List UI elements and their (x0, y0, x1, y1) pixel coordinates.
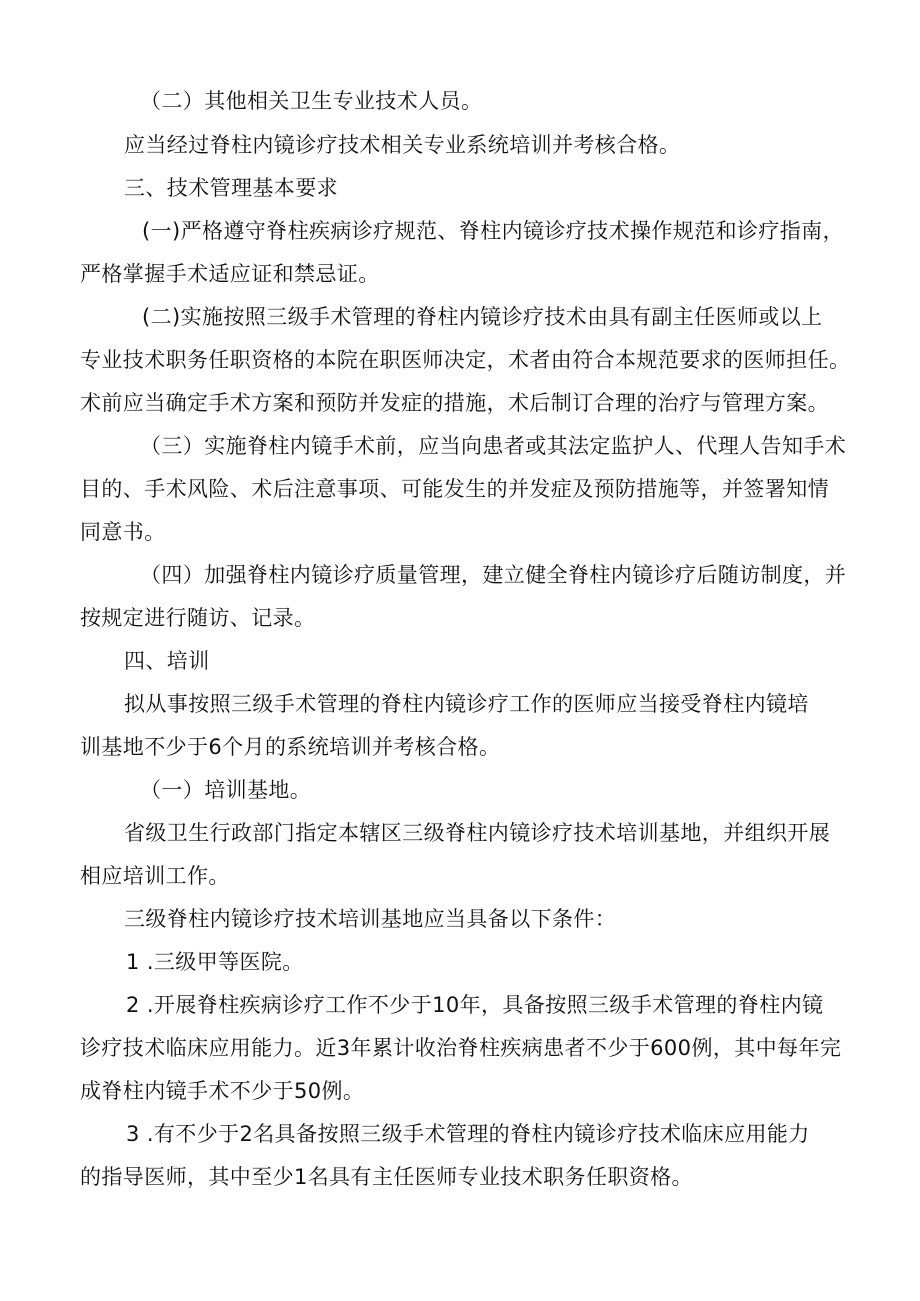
paragraph-line: 按规定进行随访、记录。 (80, 606, 316, 630)
paragraph-line: 严格掌握手术适应证和禁忌证。 (80, 262, 380, 286)
paragraph-line: 相应培训工作。 (80, 864, 230, 888)
paragraph-line: （一）培训基地。 (140, 778, 312, 802)
paragraph-line: 拟从事按照三级手术管理的脊柱内镜诊疗工作的医师应当接受脊柱内镜培 (124, 692, 809, 716)
paragraph-line: 应当经过脊柱内镜诊疗技术相关专业系统培训并考核合格。 (124, 133, 681, 157)
paragraph-line: 省级卫生行政部门指定本辖区三级脊柱内镜诊疗技术培训基地，并组织开展 (124, 821, 831, 845)
paragraph-line: （三）实施脊柱内镜手术前，应当向患者或其法定监护人、代理人告知手术 (140, 434, 847, 458)
list-item: 3 .有不少于2名具备按照三级手术管理的脊柱内镜诊疗技术临床应用能力 (126, 1122, 810, 1146)
paragraph-line: 诊疗技术临床应用能力。近3年累计收治脊柱疾病患者不少于600例，其中每年完 (80, 1036, 842, 1060)
paragraph-line: (一)严格遵守脊柱疾病诊疗规范、脊柱内镜诊疗技术操作规范和诊疗指南， (142, 219, 844, 243)
list-item: 2 .开展脊柱疾病诊疗工作不少于10年，具备按照三级手术管理的脊柱内镜 (126, 993, 824, 1017)
list-item: 1 .三级甲等医院。 (126, 950, 304, 974)
paragraph-line: （四）加强脊柱内镜诊疗质量管理，建立健全脊柱内镜诊疗后随访制度，并 (140, 563, 847, 587)
paragraph-line: 的指导医师，其中至少1名具有主任医师专业技术职务任职资格。 (80, 1165, 693, 1189)
paragraph-line: 成脊柱内镜手术不少于50例。 (80, 1079, 365, 1103)
section-heading: 三、技术管理基本要求 (124, 176, 338, 200)
paragraph-line: 专业技术职务任职资格的本院在职医师决定，术者由符合本规范要求的医师担任。 (80, 348, 851, 372)
paragraph-line: 训基地不少于6个月的系统培训并考核合格。 (80, 735, 501, 759)
paragraph-line: 三级脊柱内镜诊疗技术培训基地应当具备以下条件： (124, 907, 617, 931)
paragraph-line: 同意书。 (80, 520, 166, 544)
paragraph-line: 目的、手术风险、术后注意事项、可能发生的并发症及预防措施等，并签署知情 (80, 477, 829, 501)
paragraph-line: （二）其他相关卫生专业技术人员。 (140, 89, 483, 113)
section-heading: 四、培训 (124, 649, 210, 673)
paragraph-line: (二)实施按照三级手术管理的脊柱内镜诊疗技术由具有副主任医师或以上 (142, 305, 823, 329)
paragraph-line: 术前应当确定手术方案和预防并发症的措施，术后制订合理的治疗与管理方案。 (80, 391, 829, 415)
